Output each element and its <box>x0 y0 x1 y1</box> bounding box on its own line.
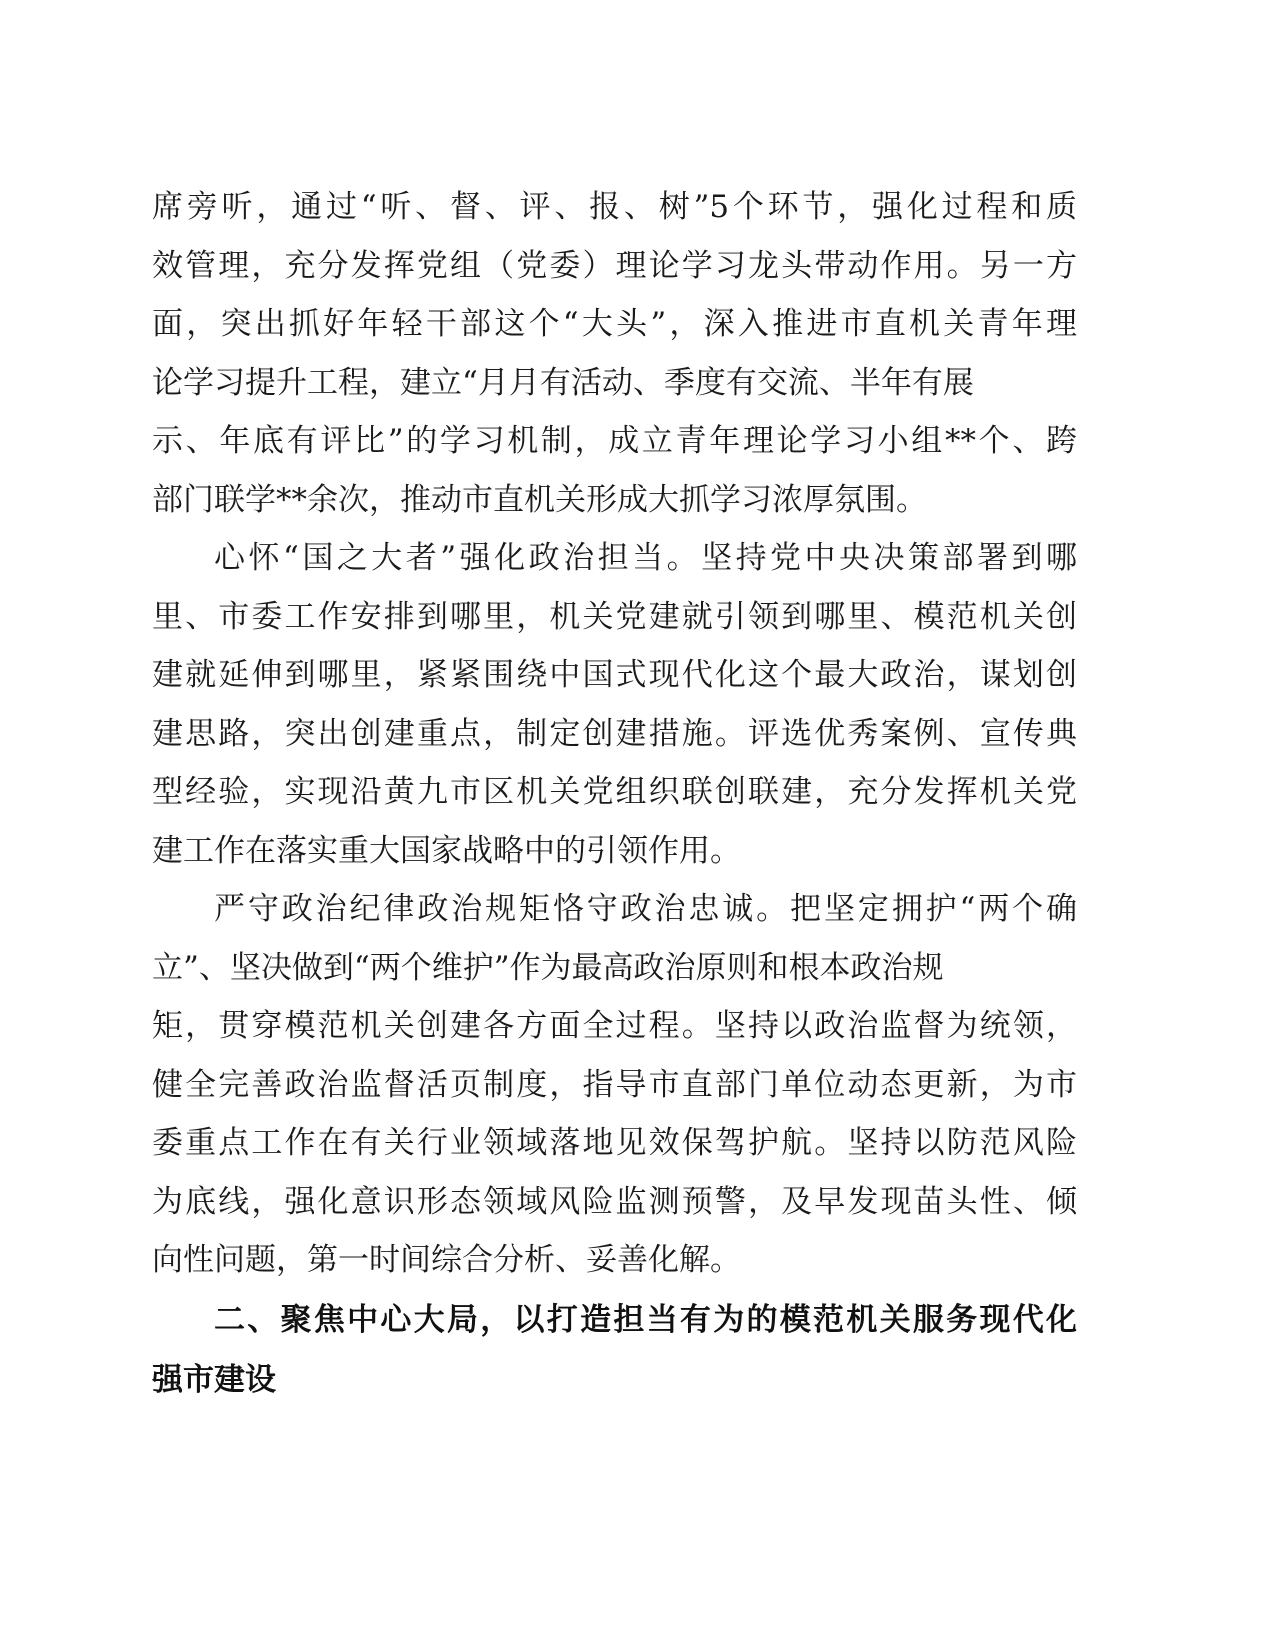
text-line: 矩，贯穿模范机关创建各方面全过程。坚持以政治监督为统领， <box>152 1008 1077 1044</box>
text-line: 里、市委工作安排到哪里，机关党建就引领到哪里、模范机关创 <box>152 598 1077 635</box>
heading-line: 强市建设 <box>152 1361 276 1398</box>
text-line: 效管理，充分发挥党组（党委）理论学习龙头带动作用。另一方 <box>152 247 1077 284</box>
text-line: 建工作在落实重大国家战略中的引领作用。 <box>152 832 741 869</box>
document-body <box>152 178 1077 1410</box>
paragraph-political-responsibility <box>152 529 1077 880</box>
text-line: 严守政治纪律政治规矩恪守政治忠诚。把坚定拥护“两个确 <box>214 891 1077 927</box>
text-line: 为底线，强化意识形态领域风险监测预警，及早发现苗头性、倾 <box>152 1183 1077 1220</box>
text-line: 健全完善政治监督活页制度，指导市直部门单位动态更新，为市 <box>152 1066 1077 1103</box>
paragraph-political-discipline <box>152 880 1077 1290</box>
text-line: 席旁听，通过“听、督、评、报、树”5个环节，强化过程和质 <box>152 189 1077 225</box>
text-line: 型经验，实现沿黄九市区机关党组织联创联建，充分发挥机关党 <box>152 774 1077 810</box>
text-line: 论学习提升工程，建立“月月有活动、季度有交流、半年有展 <box>152 364 974 401</box>
text-line: 建就延伸到哪里，紧紧围绕中国式现代化这个最大政治，谋划创 <box>152 657 1077 693</box>
paragraph-study <box>152 178 1077 529</box>
section-heading <box>152 1290 1077 1410</box>
text-line: 建思路，突出创建重点，制定创建措施。评选优秀案例、宣传典 <box>152 715 1077 752</box>
heading-line: 二、聚焦中心大局，以打造担当有为的模范机关服务现代化 <box>214 1301 1077 1338</box>
text-line: 向性问题，第一时间综合分析、妥善化解。 <box>152 1242 741 1278</box>
text-line: 委重点工作在有关行业领域落地见效保驾护航。坚持以防范风险 <box>152 1125 1077 1161</box>
text-line: 部门联学**余次，推动市直机关形成大抓学习浓厚氛围。 <box>152 481 927 518</box>
text-line: 立”、坚决做到“两个维护”作为最高政治原则和根本政治规 <box>152 949 944 986</box>
text-line: 心怀“国之大者”强化政治担当。坚持党中央决策部署到哪 <box>214 540 1077 576</box>
text-line: 面，突出抓好年轻干部这个“大头”，深入推进市直机关青年理 <box>152 306 1077 342</box>
text-line: 示、年底有评比”的学习机制，成立青年理论学习小组**个、跨 <box>152 423 1077 459</box>
